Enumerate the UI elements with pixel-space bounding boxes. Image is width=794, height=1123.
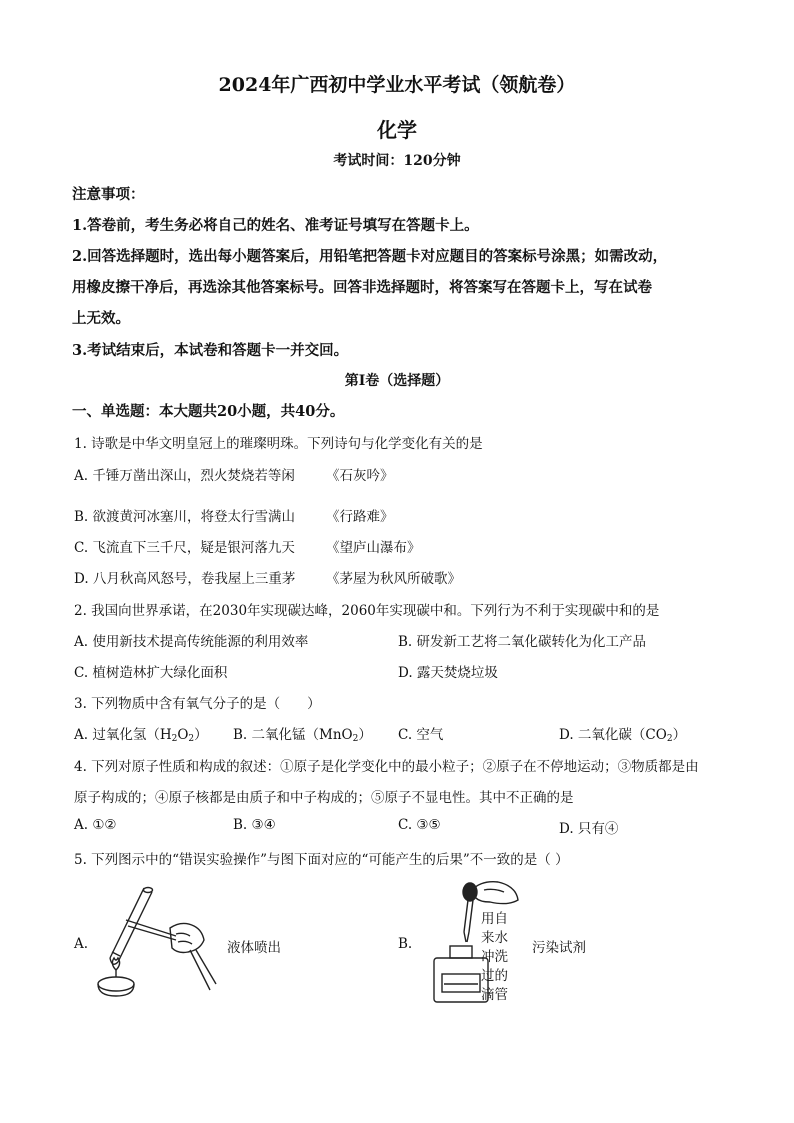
question-3-option-c: C. 空气 [398, 727, 444, 743]
subject-title: 化学 [377, 118, 417, 142]
note-item-2-line-1: 2.回答选择题时，选出每小题答案后，用铅笔把答题卡对应题目的答案标号涂黑；如需改动， [72, 248, 668, 265]
question-2-option-d: D. 露天焚烧垃圾 [398, 665, 498, 681]
question-3-option-d: D. 二氧化碳$(CO_2)$ [559, 727, 687, 744]
test-tube-heating-figure [90, 880, 220, 1000]
question-1-option-a: A. 千锤万凿出深山，烈火焚烧若等闲 [74, 468, 295, 484]
section-heading: 一、单选题：本大题共20小题，共40分。 [72, 403, 345, 420]
question-2-option-b: B. 研发新工艺将二氧化碳转化为化工产品 [398, 634, 647, 650]
question-4-stem-line-1: 4. 下列对原子性质和构成的叙述：①原子是化学变化中的最小粒子；②原子在不停地运动；③物质都是由 [74, 759, 699, 775]
question-1-option-b: B. 欲渡黄河冰塞川，将登太行雪满山 [74, 509, 296, 525]
question-4-option-b: B. ③④ [233, 817, 276, 833]
question-1-option-b-source: 《行路难》 [326, 509, 394, 525]
note-item-3: 3.考试结束后，本试卷和答题卡一并交回。 [72, 342, 349, 359]
question-4-option-c: C. ③⑤ [398, 817, 441, 833]
question-3-option-a: A. 过氧化氢$(H_2O_2)$ [74, 727, 208, 744]
dropper-annotation-line-2: 来水 [481, 930, 508, 946]
dropper-annotation-line-4: 过的 [481, 968, 508, 984]
question-3-stem: 3. 下列物质中含有氧气分子的是（ ） [74, 696, 321, 712]
dropper-annotation-line-5: 滴管 [481, 987, 508, 1003]
question-5-option-a-label: A. [74, 936, 89, 952]
question-1-option-c: C. 飞流直下三千尺，疑是银河落九天 [74, 540, 295, 556]
note-item-2-line-2: 用橡皮擦干净后，再选涂其他答案标号。回答非选择题时，将答案写在答题卡上，写在试卷 [72, 279, 652, 296]
rinsed-dropper-figure [424, 876, 524, 1006]
question-2-stem: 2. 我国向世界承诺，在2030年实现碳达峰，2060年实现碳中和。下列行为不利于实现碳中和的是 [74, 603, 660, 619]
notes-heading: 注意事项： [72, 186, 145, 203]
note-item-2-line-3: 上无效。 [72, 310, 130, 327]
dropper-annotation-line-3: 冲洗 [481, 949, 508, 965]
question-1-option-a-source: 《石灰吟》 [326, 468, 394, 484]
exam-title: 2024年广西初中学业水平考试（领航卷） [218, 74, 576, 96]
question-5-option-b-result: 污染试剂 [532, 940, 586, 956]
question-4-stem-line-2: 原子构成的；④原子核都是由质子和中子构成的；⑤原子不显电性。其中不正确的是 [74, 790, 574, 806]
question-5-option-a-result: 液体喷出 [227, 940, 281, 956]
exam-time: 考试时间：120分钟 [333, 153, 461, 169]
note-item-1: 1.答卷前，考生务必将自己的姓名、准考证号填写在答题卡上。 [72, 217, 479, 234]
question-1-stem: 1. 诗歌是中华文明皇冠上的璀璨明珠。下列诗句与化学变化有关的是 [74, 436, 483, 452]
question-2-option-a: A. 使用新技术提高传统能源的利用效率 [74, 634, 309, 650]
question-2-option-c: C. 植树造林扩大绿化面积 [74, 665, 228, 681]
question-1-option-d: D. 八月秋高风怒号，卷我屋上三重茅 [74, 571, 296, 587]
dropper-annotation [481, 910, 508, 1005]
question-4-option-d: D. 只有④ [559, 821, 619, 837]
question-3-option-b: B. 二氧化锰（MnO$_2$） [233, 727, 372, 744]
dropper-annotation-line-1: 用自 [481, 911, 508, 927]
part-title: 第Ⅰ卷（选择题） [344, 373, 450, 389]
question-5-option-b-label: B. [398, 936, 413, 952]
question-5-stem: 5. 下列图示中的“错误实验操作”与图下面对应的“可能产生的后果”不一致的是（ ） [74, 852, 569, 868]
question-1-option-d-source: 《茅屋为秋风所破歌》 [326, 571, 461, 587]
question-4-option-a: A. ①② [74, 817, 117, 833]
question-1-option-c-source: 《望庐山瀑布》 [326, 540, 421, 556]
